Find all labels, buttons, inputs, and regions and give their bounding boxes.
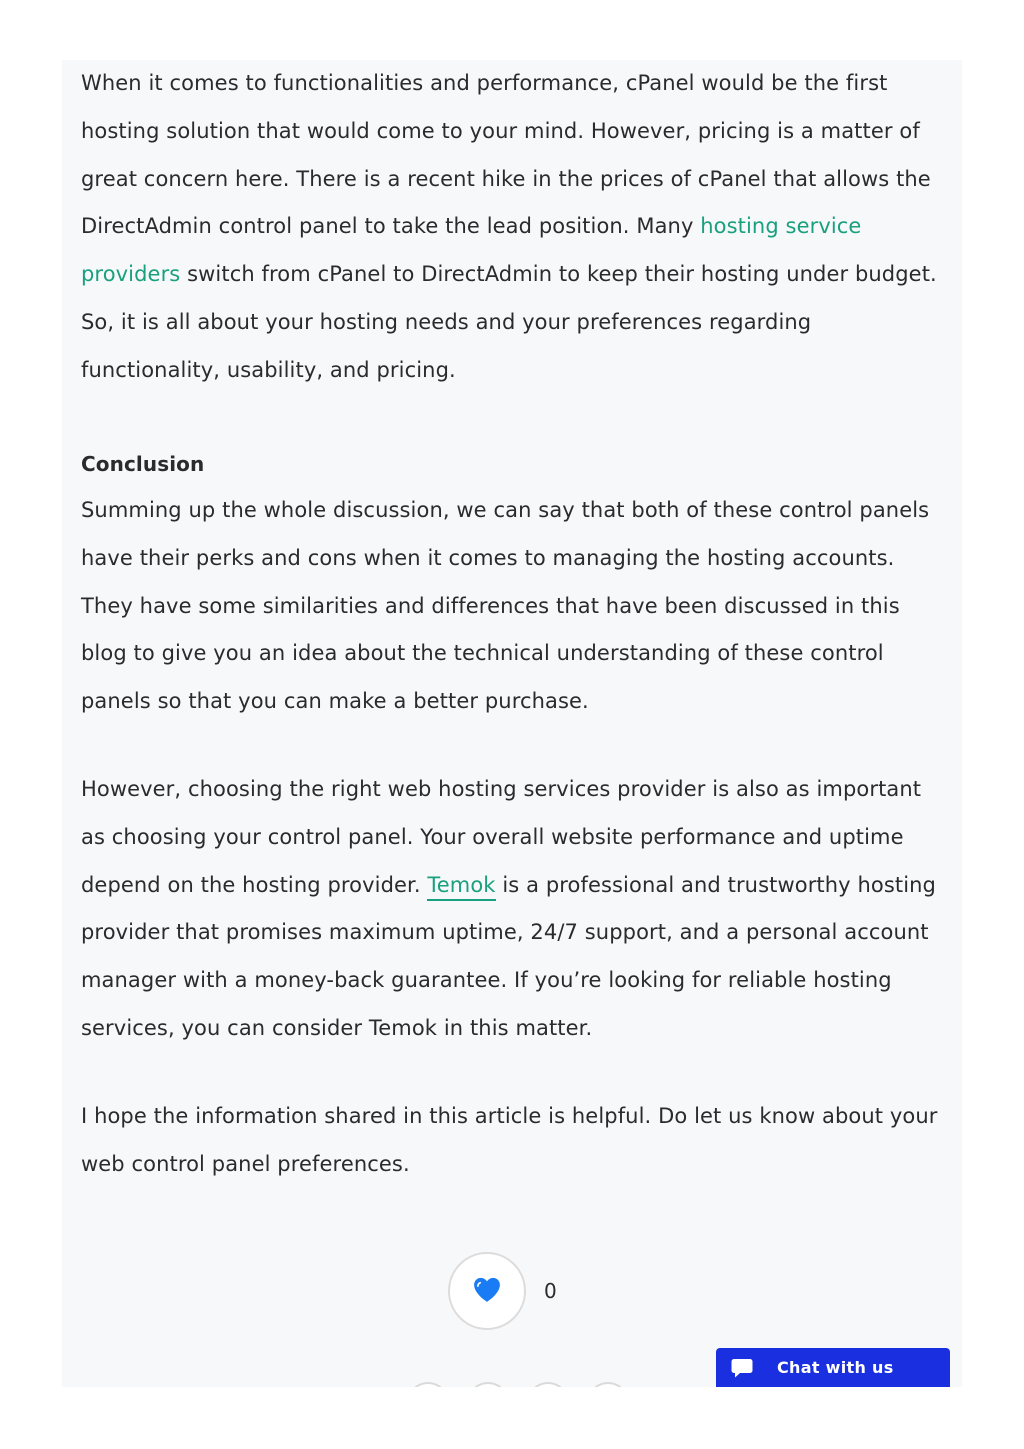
like-section [448, 1252, 557, 1330]
temok-link[interactable]: Temok [427, 873, 495, 901]
paragraph-closing: I hope the information shared in this article is helpful. Do let us know about your web control panel preferences. [81, 1104, 938, 1176]
paragraph-provider-text-b: is a professional and trustworthy hosting provider that promises maximum uptime, 24/7 support, and a personal account manager with a money-back guarantee. If you’re looking for reliable hosting services, you can consider Temok in this matter. [81, 872, 936, 1040]
paragraph-pricing-text-a: When it comes to functionalities and performance, cPanel would be the first hosting solution that would come to your mind. However, pricing is a matter of great concern here. There is a recent hike in the prices of cPanel that allows the DirectAdmin control panel to take the lead position. Many [81, 71, 931, 239]
like-button[interactable] [448, 1252, 526, 1330]
share-button[interactable] [467, 1382, 509, 1387]
share-button[interactable] [527, 1382, 569, 1387]
hosting-service-providers-link[interactable]: hosting service providers [81, 214, 862, 287]
chat-label: Chat with us [777, 1358, 894, 1377]
heart-icon [472, 1276, 502, 1307]
paragraph-pricing-text-b: switch from cPanel to DirectAdmin to keep their hosting under budget. So, it is all about your hosting needs and your preferences regarding functionality, usability, and pricing. [81, 262, 937, 382]
paragraph-provider [81, 766, 946, 1053]
paragraph-summary: Summing up the whole discussion, we can say that both of these control panels have their perks and cons when it comes to managing the hosting accounts. They have some similarities and differences that have been discussed in this blog to give you an idea about the technical understanding of these control panels so that you can make a better purchase. [81, 498, 930, 714]
conclusion-heading: Conclusion [81, 452, 205, 476]
paragraph-pricing [81, 60, 946, 395]
share-button[interactable] [587, 1382, 629, 1387]
chat-bubble-icon [729, 1355, 755, 1381]
chat-widget-button[interactable] [716, 1348, 950, 1387]
article-card [62, 60, 962, 1387]
like-count: 0 [544, 1279, 557, 1303]
share-buttons [407, 1382, 629, 1387]
share-button[interactable] [407, 1382, 449, 1387]
paragraph-provider-text-a: However, choosing the right web hosting services provider is also as important as choosing your control panel. Your overall website performance and uptime depend on the hosting provider. [81, 777, 922, 897]
